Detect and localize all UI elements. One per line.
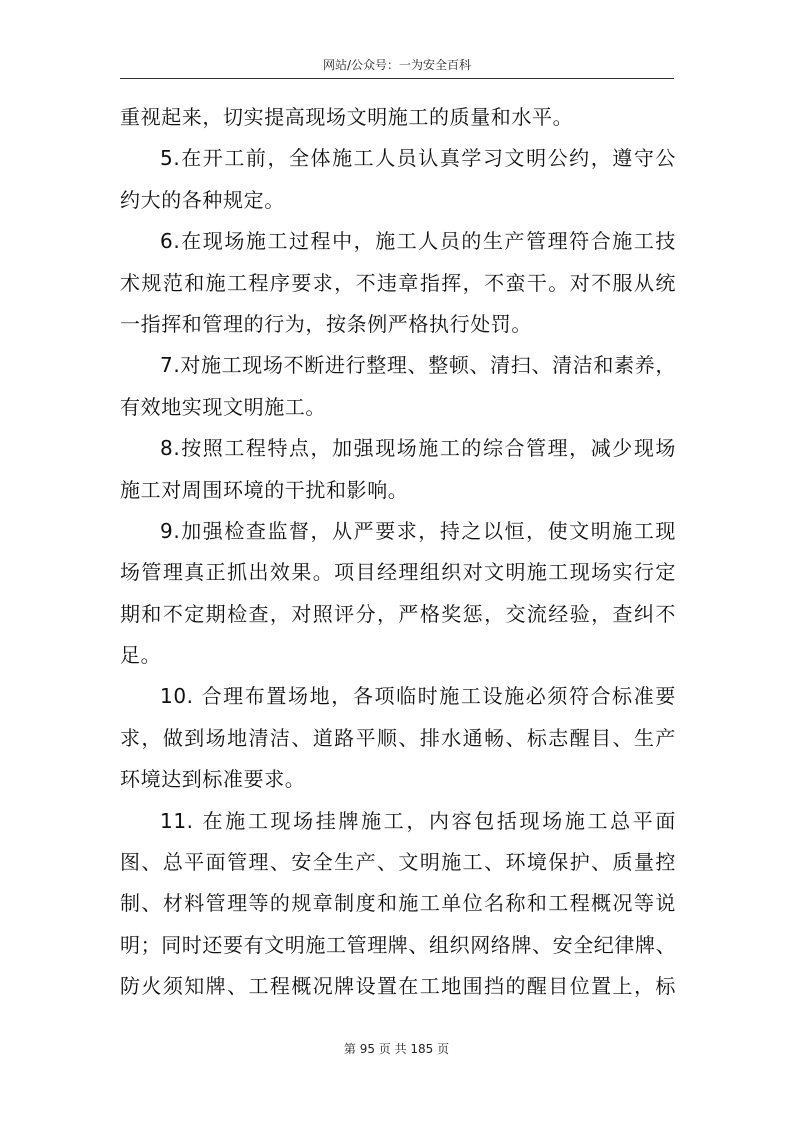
body-line: 10. 合理布置场地，各项临时施工设施必须符合标准要 [160, 684, 676, 709]
body-line: 施工对周围环境的干扰和影响。 [120, 477, 409, 502]
body-line: 足。 [120, 643, 162, 668]
body-line: 期和不定期检查，对照评分，严格奖惩，交流经验，查纠不 [120, 601, 676, 626]
page-footer: 第 95 页 共 185 页 [343, 1042, 450, 1056]
body-line: 术规范和施工程序要求，不违章指挥，不蛮干。对不服从统 [120, 270, 676, 295]
body-line: 约大的各种规定。 [120, 187, 285, 212]
body-line: 环境达到标准要求。 [120, 767, 306, 792]
body-line: 重视起来，切实提高现场文明施工的质量和水平。 [120, 105, 574, 129]
body-line: 11. 在施工现场挂牌施工，内容包括现场施工总平面 [160, 808, 676, 833]
body-line: 制、材料管理等的规章制度和施工单位名称和工程概况等说 [120, 891, 676, 916]
body-line: 防火须知牌、工程概况牌设置在工地围挡的醒目位置上，标 [120, 974, 676, 999]
body-line: 6.在现场施工过程中，施工人员的生产管理符合施工技 [160, 229, 676, 254]
body-line: 图、总平面管理、安全生产、文明施工、环境保护、质量控 [120, 850, 676, 875]
page-header: 网站/公众号：一为安全百科 [322, 58, 472, 72]
body-line: 场管理真正抓出效果。项目经理组织对文明施工现场实行定 [120, 560, 676, 585]
body-line: 7.对施工现场不断进行整理、整顿、清扫、清洁和素养， [160, 353, 676, 378]
body-line: 8.按照工程特点，加强现场施工的综合管理，减少现场 [160, 436, 676, 461]
header-divider [120, 78, 674, 79]
body-line: 明；同时还要有文明施工管理牌、组织网络牌、安全纪律牌、 [120, 932, 677, 957]
body-line: 求，做到场地清洁、道路平顺、排水通畅、标志醒目、生产 [120, 725, 676, 750]
body-line: 一指挥和管理的行为，按条例严格执行处罚。 [120, 311, 532, 336]
document-body [120, 97, 676, 1008]
body-line: 5.在开工前，全体施工人员认真学习文明公约，遵守公 [160, 146, 676, 171]
body-line: 有效地实现文明施工。 [120, 394, 326, 419]
body-line: 9.加强检查监督，从严要求，持之以恒，使文明施工现 [160, 518, 676, 543]
